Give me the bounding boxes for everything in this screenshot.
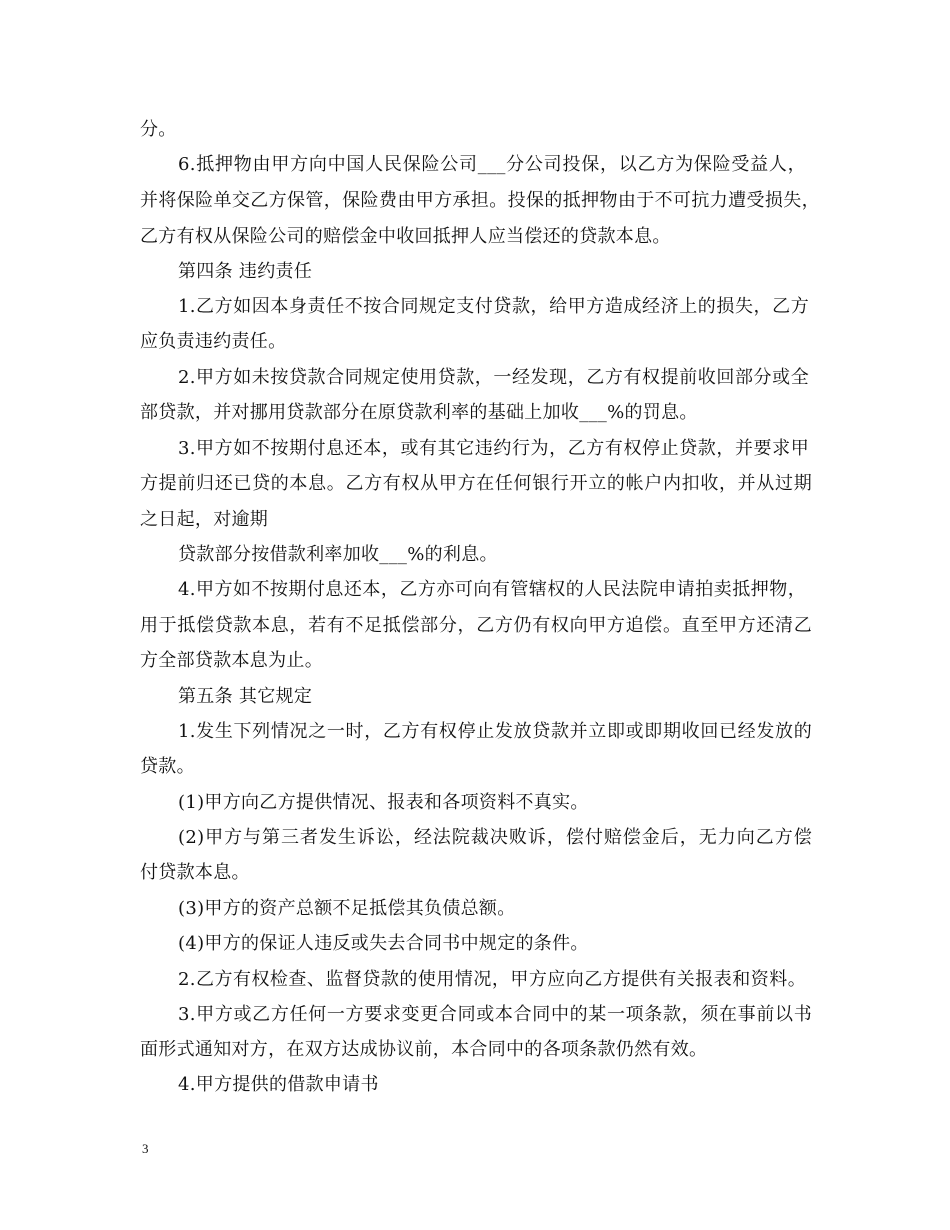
text-line: 1.发生下列情况之一时，乙方有权停止发放贷款并立即或即期收回已经发放的	[178, 721, 812, 742]
text-line: 4.甲方提供的借款申请书	[178, 1074, 379, 1095]
text-line: 乙方有权从保险公司的赔偿金中收回抵押人应当偿还的贷款本息。	[140, 226, 671, 247]
text-line: 1.乙方如因本身责任不按合同规定支付贷款，给甲方造成经济上的损失，乙方	[178, 296, 809, 317]
text-line: (1)甲方向乙方提供情况、报表和各项资料不真实。	[178, 792, 589, 813]
text-line: 方提前归还已贷的本息。乙方有权从甲方在任何银行开立的帐户内扣收，并从过期	[140, 473, 812, 494]
text-line: 贷款部分按借款利率加收___%的利息。	[178, 544, 498, 565]
section-heading: 第四条 违约责任	[178, 261, 313, 282]
text-line: 2.甲方如未按贷款合同规定使用贷款，一经发现，乙方有权提前收回部分或全	[178, 367, 809, 388]
section-heading: 第五条 其它规定	[178, 686, 313, 707]
text-line: 付贷款本息。	[140, 862, 250, 883]
text-line: 3.甲方如不按期付息还本，或有其它违约行为，乙方有权停止贷款，并要求甲	[178, 438, 809, 459]
text-line: 并将保险单交乙方保管，保险费由甲方承担。投保的抵押物由于不可抗力遭受损失，	[140, 190, 820, 211]
text-line: 方全部贷款本息为止。	[140, 650, 323, 671]
text-line: 2.乙方有权检查、监督贷款的使用情况，甲方应向乙方提供有关报表和资料。	[178, 969, 806, 990]
text-line: 面形式通知对方，在双方达成协议前，本合同中的各项条款仍然有效。	[140, 1039, 708, 1060]
text-line: 4.甲方如不按期付息还本，乙方亦可向有管辖权的人民法院申请拍卖抵押物，	[178, 579, 806, 600]
text-line: 3.甲方或乙方任何一方要求变更合同或本合同中的某一项条款，须在事前以书	[178, 1004, 812, 1025]
text-line: 6.抵押物由甲方向中国人民保险公司___分公司投保，以乙方为保险受益人，	[178, 154, 806, 175]
text-line: 之日起，对逾期	[140, 509, 269, 530]
text-line: 贷款。	[140, 756, 195, 777]
text-line: (3)甲方的资产总额不足抵偿其负债总额。	[178, 898, 516, 919]
text-line: 用于抵偿贷款本息，若有不足抵偿部分，乙方仍有权向甲方追偿。直至甲方还清乙	[140, 615, 812, 636]
page-number: 3	[142, 1141, 149, 1156]
text-line: (4)甲方的保证人违反或失去合同书中规定的条件。	[178, 933, 589, 954]
text-line: (2)甲方与第三者发生诉讼，经法院裁决败诉，偿付赔偿金后，无力向乙方偿	[178, 827, 812, 848]
text-line: 部贷款，并对挪用贷款部分在原贷款利率的基础上加收___%的罚息。	[140, 402, 698, 423]
text-line: 应负责违约责任。	[140, 331, 287, 352]
text-line: 分。	[140, 119, 177, 140]
